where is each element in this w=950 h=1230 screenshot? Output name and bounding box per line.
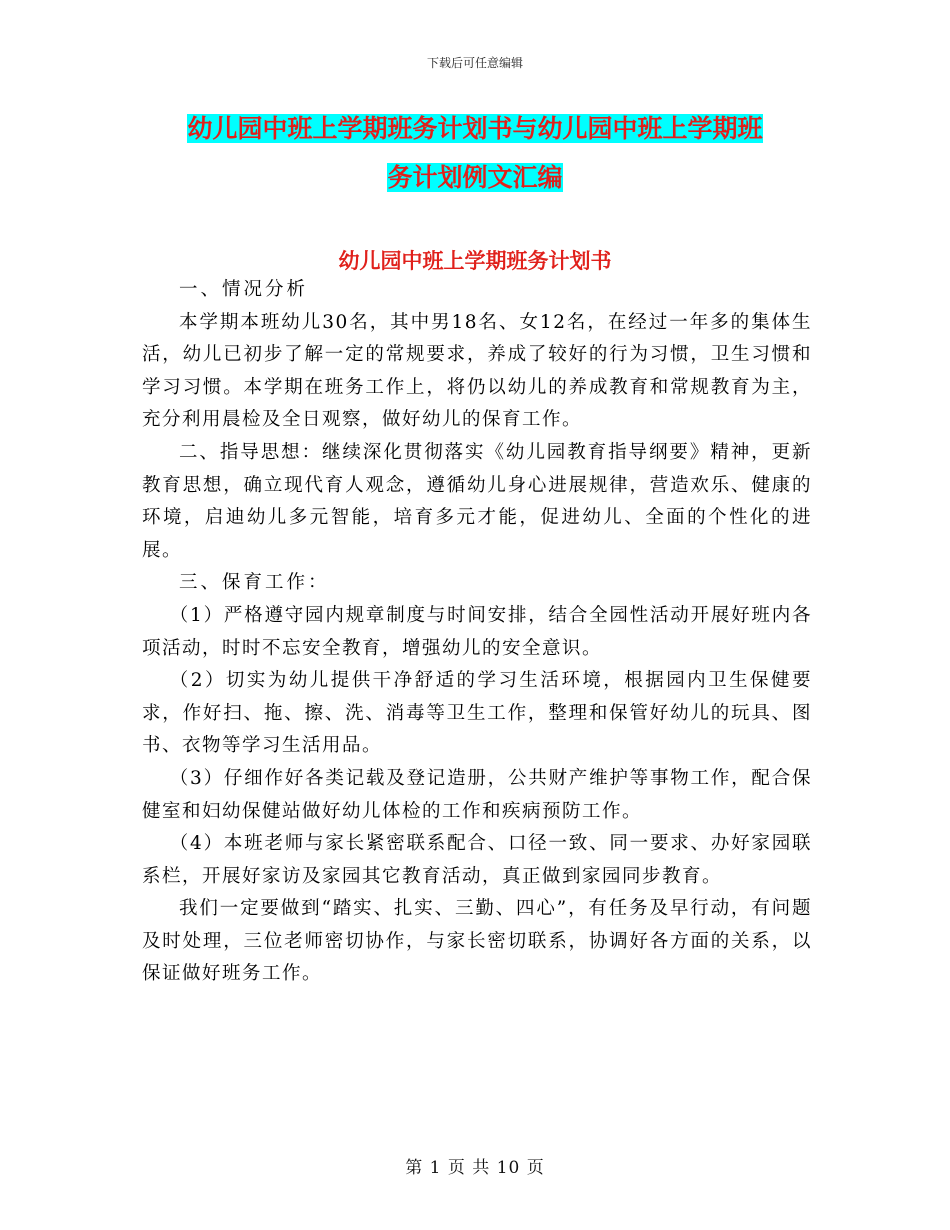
- document-body: [142, 274, 812, 991]
- heading-care-work: 三、保育工作：: [179, 572, 330, 594]
- document-title: [140, 104, 810, 202]
- paragraph-guiding-ideas: 二、指导思想：继续深化贯彻落实《幼儿园教育指导纲要》精神，更新教育思想，确立现代育人观念，遵循幼儿身心进展规律，营造欢乐、健康的环境，启迪幼儿多元智能，培育多元才能，促进幼儿、全面的个性化的进展。: [142, 441, 812, 561]
- document-title-line-1: 幼儿园中班上学期班务计划书与幼儿园中班上学期班: [187, 114, 763, 143]
- paragraph-conclusion: 我们一定要做到“踏实、扎实、三勤、四心”，有任务及早行动，有问题及时处理，三位老师密切协作，与家长密切联系，协调好各方面的关系，以保证做好班务工作。: [142, 898, 812, 985]
- paragraph-situation: 本学期本班幼儿30名，其中男18名、女12名，在经过一年多的集体生活，幼儿已初步了解一定的常规要求，养成了较好的行为习惯，卫生习惯和学习习惯。本学期在班务工作上，将仍以幼儿的养成教育和常规教育为主，充分利用晨检及全日观察，做好幼儿的保育工作。: [142, 311, 812, 431]
- document-title-line-2: 务计划例文汇编: [387, 163, 563, 192]
- section-title: 幼儿园中班上学期班务计划书: [338, 249, 612, 273]
- list-item-care-1: （1）严格遵守园内规章制度与时间安排，结合全园性活动开展好班内各项活动，时时不忘安全教育，增强幼儿的安全意识。: [142, 604, 812, 659]
- header-note: 下载后可任意编辑: [426, 56, 523, 70]
- list-item-care-3: （3）仔细作好各类记载及登记造册，公共财产维护等事物工作，配合保健室和妇幼保健站做好幼儿体检的工作和疾病预防工作。: [142, 767, 812, 822]
- list-item-care-2: （2）切实为幼儿提供干净舒适的学习生活环境，根据园内卫生保健要求，作好扫、拖、擦、洗、消毒等卫生工作，整理和保管好幼儿的玩具、图书、衣物等学习生活用品。: [142, 670, 812, 757]
- page-footer: 第 1 页 共 10 页: [405, 1158, 545, 1178]
- list-item-care-4: （4）本班老师与家长紧密联系配合、口径一致、同一要求、办好家园联系栏，开展好家访及家园其它教育活动，真正做到家园同步教育。: [142, 833, 812, 887]
- heading-situation-analysis: 一、情况分析: [179, 279, 309, 300]
